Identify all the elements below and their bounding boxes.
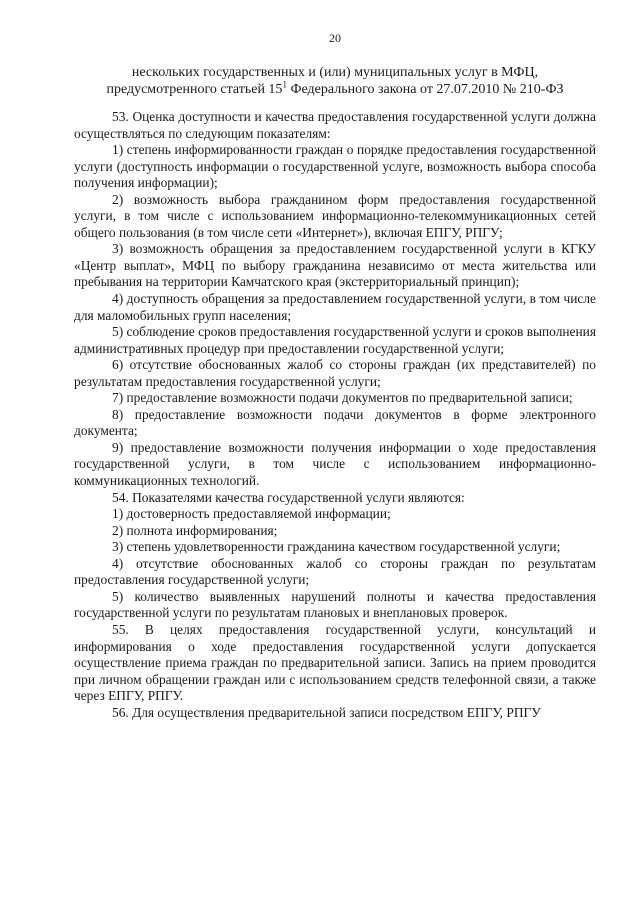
paragraph-54: 54. Показателями качества государственной услуги являются: (112, 489, 465, 505)
item-54-3: 3) степень удовлетворенности гражданина качеством государственной услуги; (112, 539, 561, 555)
heading-line-2 (74, 81, 596, 98)
heading-superscript: 1 (282, 79, 287, 90)
item-54-2: 2) полнота информирования; (112, 522, 278, 538)
paragraph-55: 55. В целях предоставления государственной услуги, консультаций и информирования о ходе предоставления государственной услуги допускается осуществление приема граждан по предварительной записи. Запись на прием проводится при личном обращении граждан или с использованием средств телефонной связи, а также через ЕПГУ, РПГУ. (74, 621, 596, 704)
item-54-4: 4) отсутствие обоснованных жалоб со стороны граждан по результатам предоставления государственной услуги; (74, 555, 596, 588)
paragraph-56: 56. Для осуществления предварительной записи посредством ЕПГУ, РПГУ (112, 704, 541, 720)
item-53-4: 4) доступность обращения за предоставлением государственной услуги, в том числе для маломобильных групп населения; (74, 291, 596, 323)
section-heading (74, 64, 596, 98)
document-body (74, 109, 596, 721)
item-53-6: 6) отсутствие обоснованных жалоб со стороны граждан (их представителей) по результатам предоставления государственной услуги; (74, 357, 596, 389)
paragraph-53: 53. Оценка доступности и качества предоставления государственной услуги должна осуществляться по следующим показателям: (74, 109, 596, 141)
item-53-2: 2) возможность выбора гражданином форм предоставления государственной услуги, в том числе с использованием информационно-телекоммуникационных сетей общего пользования (в том числе сети «Интернет»), включая ЕПГУ, РПГУ; (74, 191, 596, 240)
item-53-8: 8) предоставление возможности подачи документов в форме электронного документа; (74, 406, 596, 439)
item-53-3: 3) возможность обращения за предоставлением государственной услуги в КГКУ «Центр выплат», МФЦ по выбору гражданина независимо от места жительства или пребывания на территории Камчатского края (экстерриториальный принцип); (74, 241, 596, 290)
heading-line-2-start: предусмотренного статьей 15 (106, 82, 283, 97)
item-54-5: 5) количество выявленных нарушений полноты и качества предоставления государственной услуги по результатам плановых и внеплановых проверок. (74, 588, 596, 621)
item-53-9: 9) предоставление возможности получения информации о ходе предоставления государственной услуги, в том числе с использованием информационно-коммуникационных технологий. (74, 439, 596, 489)
heading-line-2-end: Федерального закона от 27.07.2010 № 210-ФЗ (286, 82, 564, 97)
item-53-1: 1) степень информированности граждан о порядке предоставления государственной услуги (доступность информации о государственной услуге, возможность выбора способа получения информации); (74, 142, 596, 191)
heading-line-1: нескольких государственных и (или) муниципальных услуг в МФЦ, (131, 65, 539, 80)
item-53-7: 7) предоставление возможности подачи документов по предварительной записи; (112, 390, 573, 406)
item-53-5: 5) соблюдение сроков предоставления государственной услуги и сроков выполнения административных процедур при предоставлении государственной услуги; (74, 324, 596, 356)
page-number: 20 (329, 31, 341, 45)
item-54-1: 1) достоверность предоставляемой информации; (112, 506, 391, 522)
